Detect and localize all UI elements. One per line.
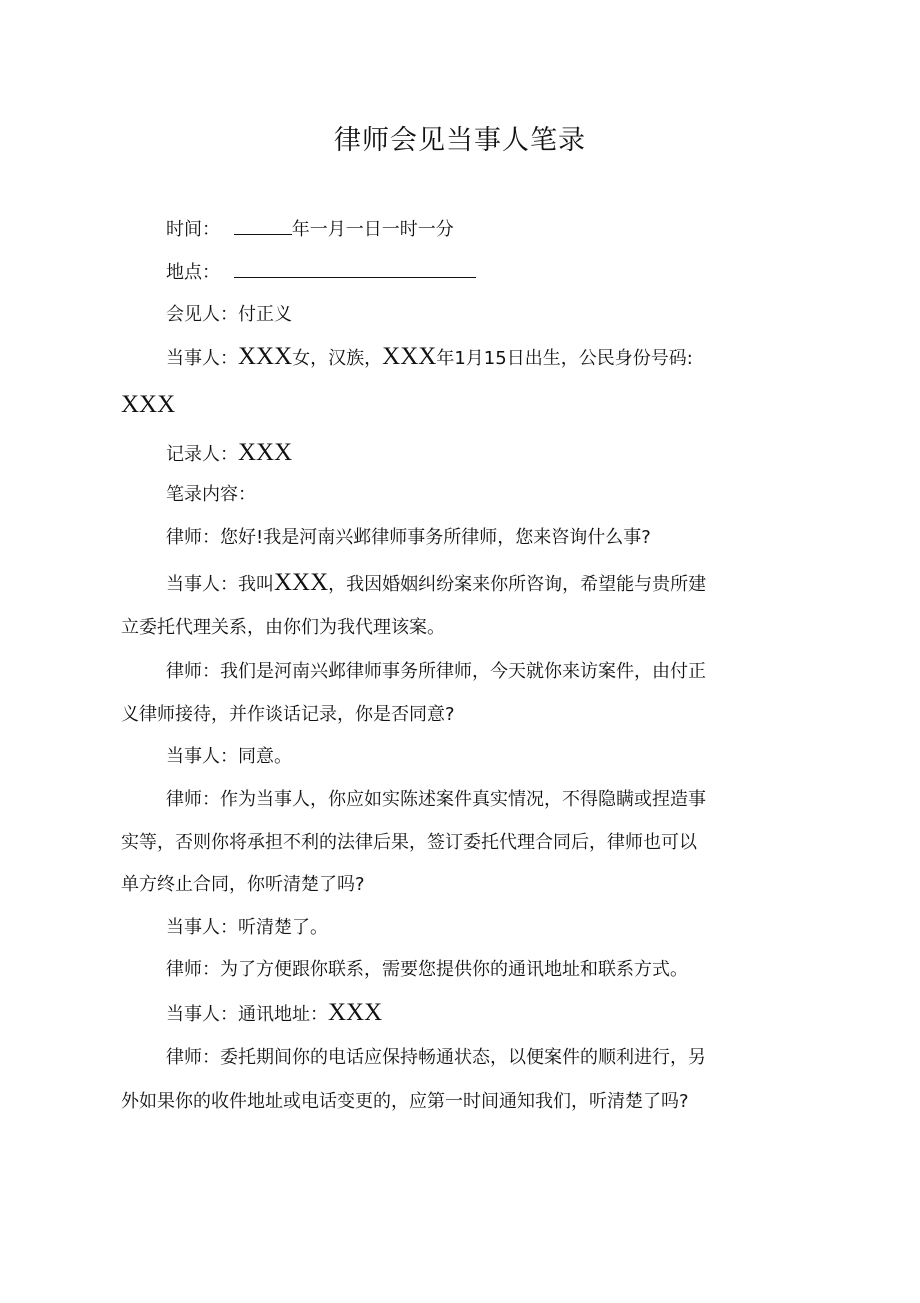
transcript-line: 律师：我们是河南兴邺律师事务所律师，今天就你来访案件，由付正 bbox=[166, 661, 706, 682]
place-blank bbox=[234, 259, 476, 278]
transcript-line: 律师：委托期间你的电话应保持畅通状态，以便案件的顺利进行，另 bbox=[166, 1047, 706, 1068]
party-row bbox=[166, 344, 693, 372]
document-title: 律师会见当事人笔录 bbox=[334, 125, 586, 156]
transcript-line: 外如果你的收件地址或电话变更的，应第一时间通知我们，听清楚了吗? bbox=[121, 1091, 689, 1112]
transcript-line: 律师：为了方便跟你联系，需要您提供你的通讯地址和联系方式。 bbox=[166, 959, 688, 980]
client-name: XXX bbox=[274, 569, 329, 596]
transcript-line: 实等，否则你将承担不利的法律后果，签订委托代理合同后，律师也可以 bbox=[121, 832, 697, 853]
content-label: 笔录内容： bbox=[166, 484, 256, 505]
year-blank bbox=[234, 216, 292, 235]
transcript-line: 单方终止合同，你听清楚了吗? bbox=[121, 874, 365, 895]
interviewer-row bbox=[166, 302, 292, 328]
party-desc2: 年1月15日出生，公民身份号码: bbox=[436, 348, 693, 369]
transcript-line: 当事人：听清楚了。 bbox=[166, 917, 328, 938]
transcript-line: 立委托代理关系，由你们为我代理该案。 bbox=[121, 617, 445, 638]
place-row bbox=[166, 259, 476, 286]
transcript-line: 律师：作为当事人，你应如实陈述案件真实情况，不得隐瞒或捏造事 bbox=[166, 789, 706, 810]
party-birth-year: XXX bbox=[382, 343, 437, 370]
transcript-text: ，我因婚姻纠纷案来你所咨询，希望能与贵所建 bbox=[328, 574, 707, 595]
party-name: XXX bbox=[238, 343, 293, 370]
time-suffix: 年一月一日一时一分 bbox=[291, 219, 454, 240]
party-desc1: 女，汉族， bbox=[292, 348, 383, 369]
party-label: 当事人： bbox=[166, 348, 238, 369]
interviewer-label: 会见人： bbox=[166, 304, 238, 325]
mailing-address: XXX bbox=[328, 999, 383, 1026]
recorder-name: XXX bbox=[238, 439, 293, 466]
time-row bbox=[166, 216, 454, 243]
transcript-line bbox=[166, 1000, 382, 1028]
transcript-text: 当事人：通讯地址： bbox=[166, 1004, 328, 1025]
place-label: 地点： bbox=[166, 262, 220, 283]
recorder-label: 记录人： bbox=[166, 444, 238, 465]
time-label: 时间： bbox=[166, 219, 220, 240]
interviewer-name: 付正义 bbox=[238, 304, 292, 325]
party-id: XXX bbox=[121, 391, 176, 418]
transcript-line: 义律师接待，并作谈话记录，你是否同意? bbox=[121, 704, 455, 725]
transcript-line: 当事人：同意。 bbox=[166, 746, 292, 767]
recorder-row bbox=[166, 440, 292, 468]
transcript-line: 律师：您好!我是河南兴邺律师事务所律师，您来咨询什么事? bbox=[166, 527, 651, 548]
transcript-text: 当事人：我叫 bbox=[166, 574, 274, 595]
transcript-line bbox=[166, 570, 706, 598]
